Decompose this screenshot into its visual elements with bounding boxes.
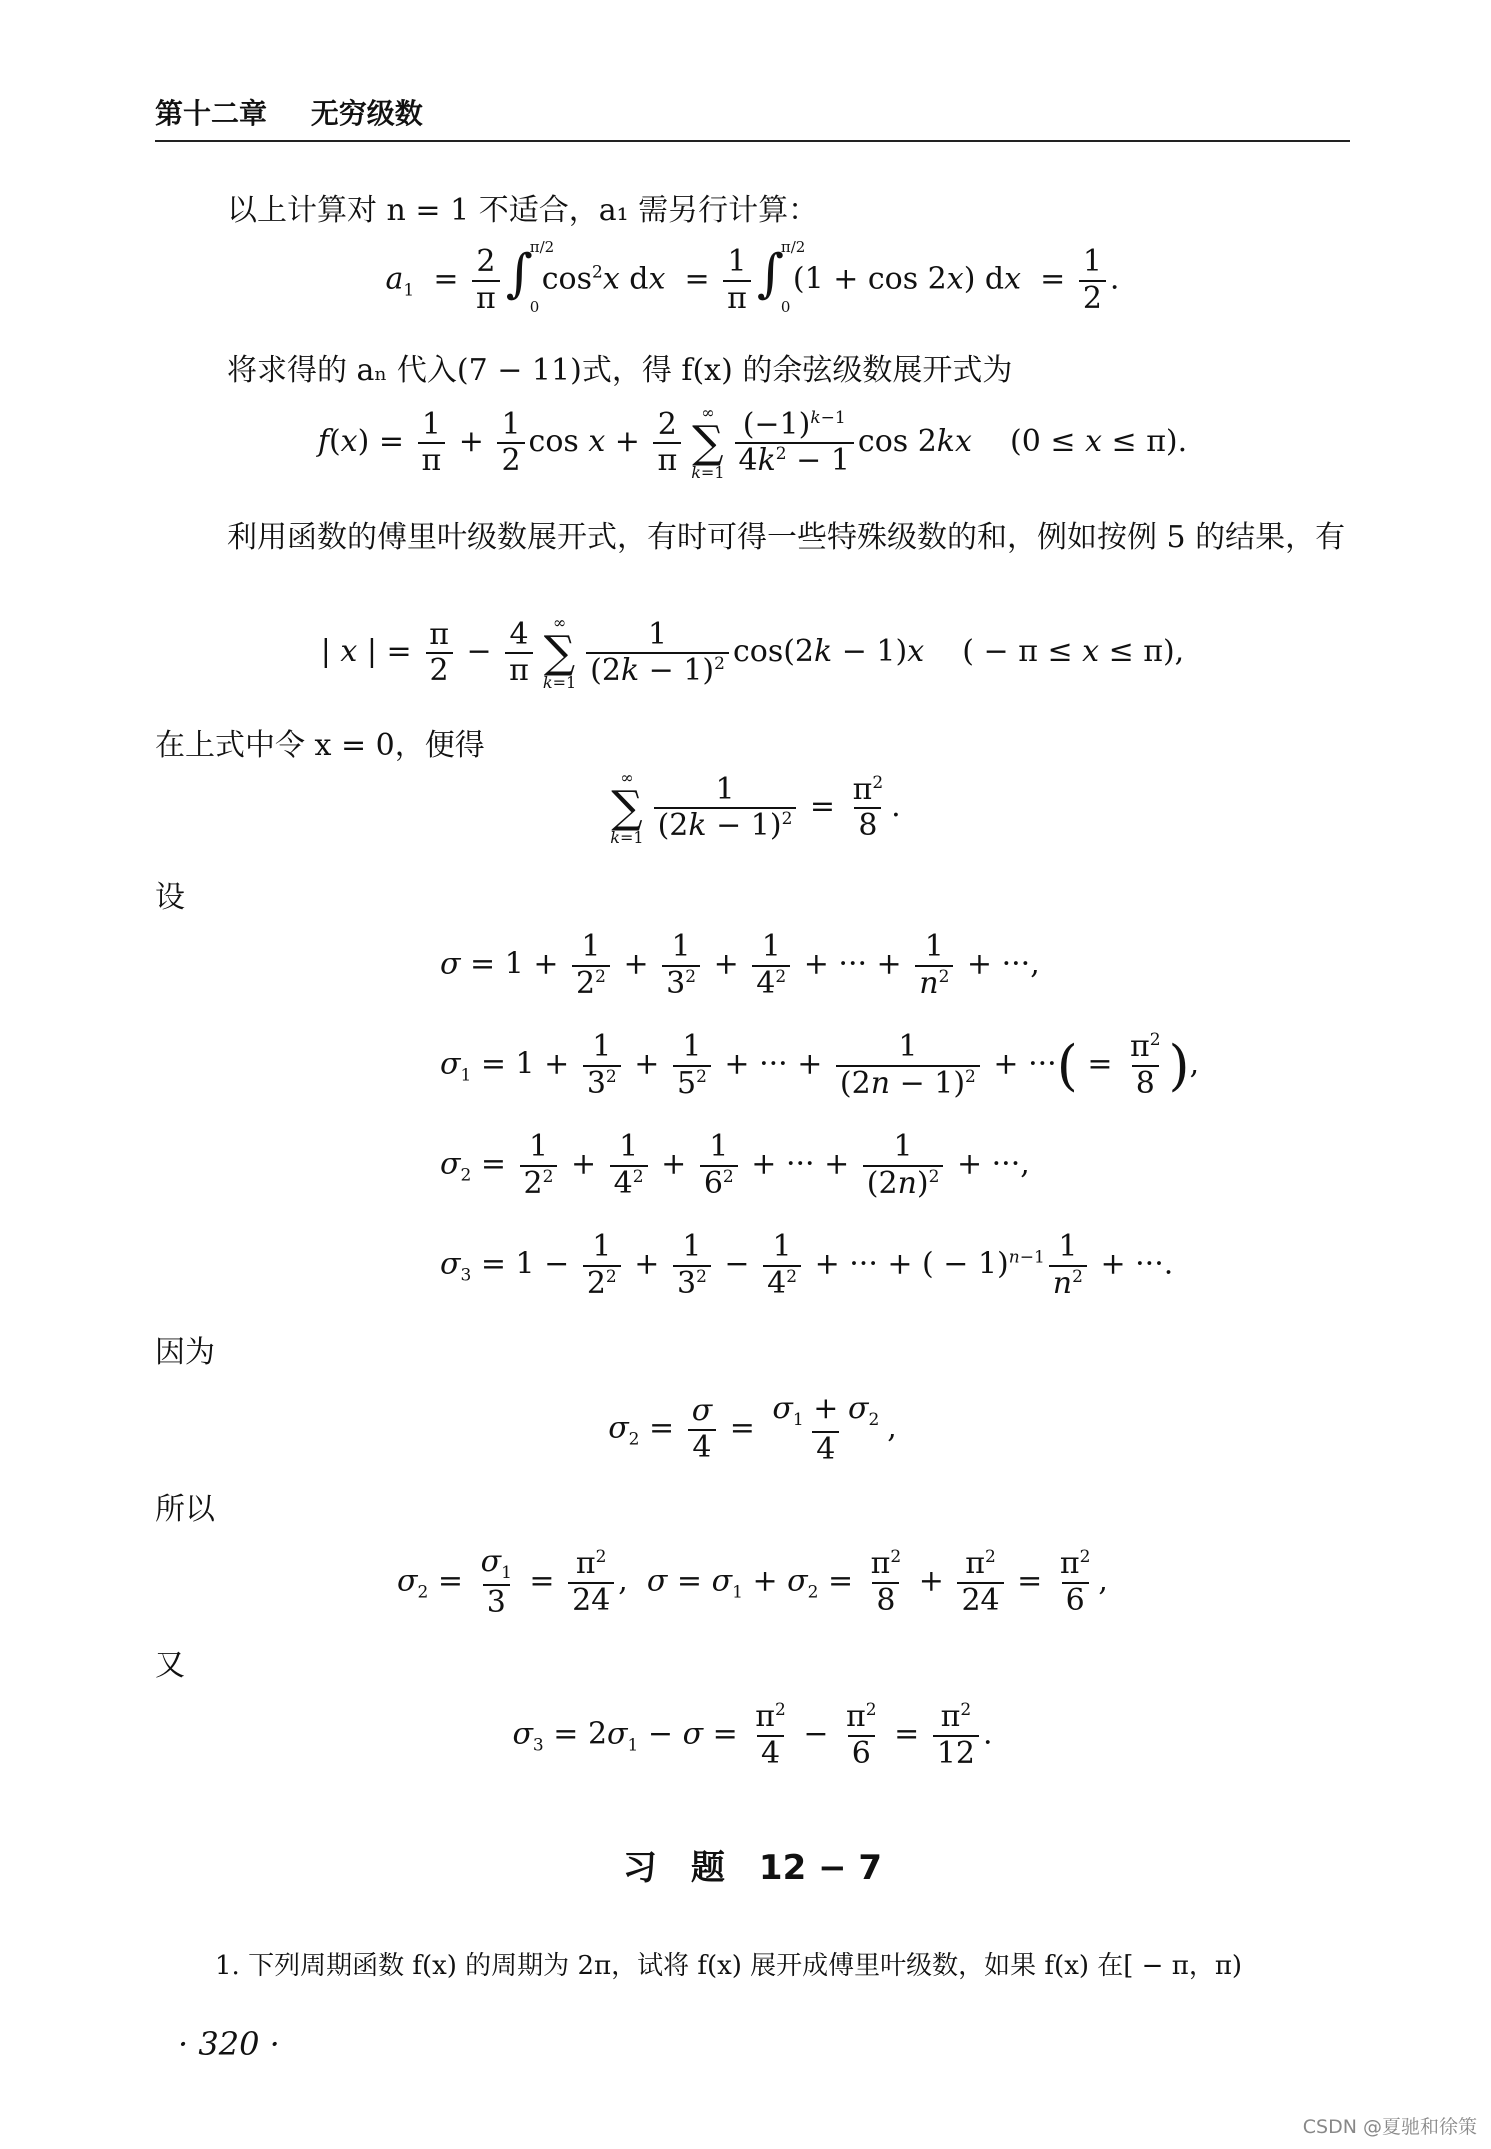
equation-sigma1: $\sigma_1 = 1$ + $\frac{1}{3^2}$ + $\frac{1}{5^2}$ + ··· + $\frac{1}{(2n - 1)^2}$ + ···( = $\frac{\pi^2}{8}$ ), (440, 1029, 1200, 1101)
page-number: · 320 · (178, 2025, 280, 2063)
paragraph-because: 因为 (155, 1335, 215, 1370)
watermark: CSDN @夏驰和徐策 (1302, 2116, 1477, 2138)
paragraph-let-x-zero: 在上式中令 x = 0，便得 (155, 728, 485, 763)
equation-sigma: σ = 1 + $\frac{1}{2^2}$ + $\frac{1}{3^2}$ + $\frac{1}{4^2}$ + ··· + $\frac{1}{n^2}$ + ···, (440, 929, 1040, 1001)
equation-sigma-values: $\sigma_2$ = $\frac{\sigma_1}{3}$ = $\frac{\pi^2}{24}$ , $\sigma = \sigma_1 + \sigma_2$ = $\frac{\pi^2}{8}$ + $\frac{\pi^2}{24}$ = $\frac{\pi^2}{6}$ , (397, 1544, 1108, 1620)
equation-sigma2: $\sigma_2$ = $\frac{1}{2^2}$ + $\frac{1}{4^2}$ + $\frac{1}{6^2}$ + ··· + $\frac{1}{(2n)^2}$ + ···, (440, 1129, 1030, 1201)
paragraph-a1-note: 以上计算对 n = 1 不适合，a₁ 需另行计算： (227, 193, 819, 228)
header-rule (155, 140, 1350, 142)
equation-sigma2-relation: $\sigma_2$ = $\frac{\sigma}{4}$ = $\frac{\sigma_1 + \sigma_2}{4}$ , (608, 1391, 897, 1467)
exercise-1: 1. 下列周期函数 f(x) 的周期为 2π，试将 f(x) 展开成傅里叶级数，如果 f(x) 在[ − π，π) (215, 1951, 1243, 1981)
paragraph-let: 设 (155, 880, 185, 915)
paragraph-therefore: 所以 (155, 1492, 215, 1527)
paragraph-special-sums: 利用函数的傅里叶级数展开式，有时可得一些特殊级数的和，例如按例 5 的结果，有 (227, 520, 1346, 555)
paragraph-substitute: 将求得的 aₙ 代入(7 − 11)式，得 f(x) 的余弦级数展开式为 (227, 353, 1013, 388)
section-title: 习 题 12 − 7 (622, 1848, 883, 1888)
chapter-title: 无穷级数 (310, 97, 423, 130)
equation-sigma3-value: $\sigma_3 = 2\sigma_1 - \sigma$ = $\frac{\pi^2}{4}$ − $\frac{\pi^2}{6}$ = $\frac{\pi^2}{12}$ . (512, 1699, 993, 1771)
equation-abs-x-series: | x | = $\frac{\pi}{2}$ − $\frac{4}{\pi}$ ∞ ∑ k=1 $\frac{1}{(2k - 1)^2}$ cos(2k − 1)x ( − π ≤ x ≤ π), (320, 613, 1185, 692)
equation-cosine-series: f(x) = $\frac{1}{\pi}$ + $\frac{1}{2}$ cos x + $\frac{2}{\pi}$ ∞ ∑ k=1 $\frac{(-1)^{k-1}}{4k^2 - 1}$ cos 2kx (0 ≤ x ≤ π). (317, 403, 1188, 482)
paragraph-also: 又 (155, 1648, 185, 1683)
equation-sigma3: $\sigma_3 = 1$ − $\frac{1}{2^2}$ + $\frac{1}{3^2}$ − $\frac{1}{4^2}$ + ··· + ( − 1)$^{n-1}$ $\frac{1}{n^2}$ + ···. (440, 1229, 1174, 1301)
equation-a1: $a_1$ = $\frac{2}{\pi}$ ∫ π/2 0 $\cos^2x$ dx = $\frac{1}{\pi}$ ∫ π/2 0 (1 + cos 2x) dx = $\frac{1}{2}$ . (385, 237, 1120, 316)
equation-odd-sum: ∞ ∑ k=1 $\frac{1}{(2k - 1)^2}$ = $\frac{\pi^2}{8}$ . (610, 768, 901, 847)
running-header (155, 92, 1350, 132)
chapter-number: 第十二章 (155, 97, 268, 130)
